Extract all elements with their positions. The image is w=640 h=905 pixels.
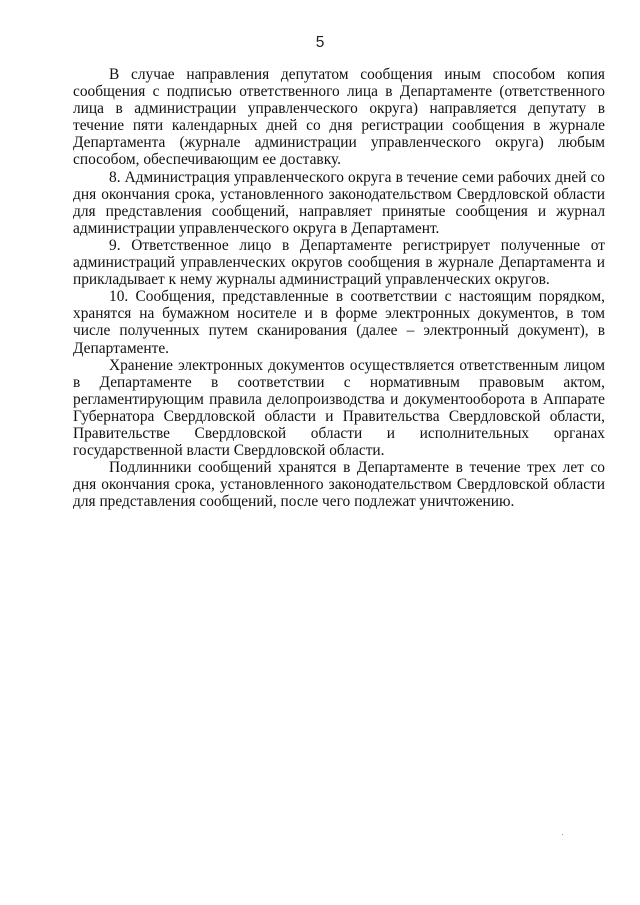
scan-speck [562, 834, 563, 835]
paragraph-copy-delivery: В случае направления депутатом сообщения иным способом копия сообщения с подписью ответственного лица в Департаменте (ответственного лица в администрации управленческого округа) направляется депутату в течение пяти календарных дней со дня регистрации сообщения в журнале Департамента (журнале администрации управленческого округа) любым способом, обеспечивающим ее доставку. [73, 66, 605, 169]
document-body [73, 66, 605, 510]
paragraph-item-9: 9. Ответственное лицо в Департаменте регистрирует полученные от администраций управленческих округов сообщения в журнале Департамента и прикладывает к нему журналы администраций управленческих округов. [73, 236, 605, 289]
paragraph-electronic-storage: Хранение электронных документов осуществляется ответственным лицом в Департаменте в соответствии с нормативным правовым актом, регламентирующим правила делопроизводства и документооборота в Аппарате Губернатора Свердловской области и Правительства Свердловской области, Правительстве Свердловской области и исполнительных органах государственной власти Свердловской области. [73, 356, 605, 460]
paragraph-originals-retention: Подлинники сообщений хранятся в Департаменте в течение трех лет со дня окончания срока, установленного законодательством Свердловской области для представления сообщений, после чего подлежат уничтожению. [73, 459, 605, 511]
page-number: 5 [315, 34, 325, 51]
paragraph-item-8: 8. Администрация управленческого округа в течение семи рабочих дней со дня окончания срока, установленного законодательством Свердловской области для представления сообщений, направляет принятые сообщения и журнал администрации управленческого округа в Департамент. [73, 168, 605, 237]
paragraph-item-10: 10. Сообщения, представленные в соответствии с настоящим порядком, хранятся на бумажном носителе и в форме электронных документов, в том числе полученных путем сканирования (далее – электронный документ), в Департаменте. [73, 288, 605, 357]
